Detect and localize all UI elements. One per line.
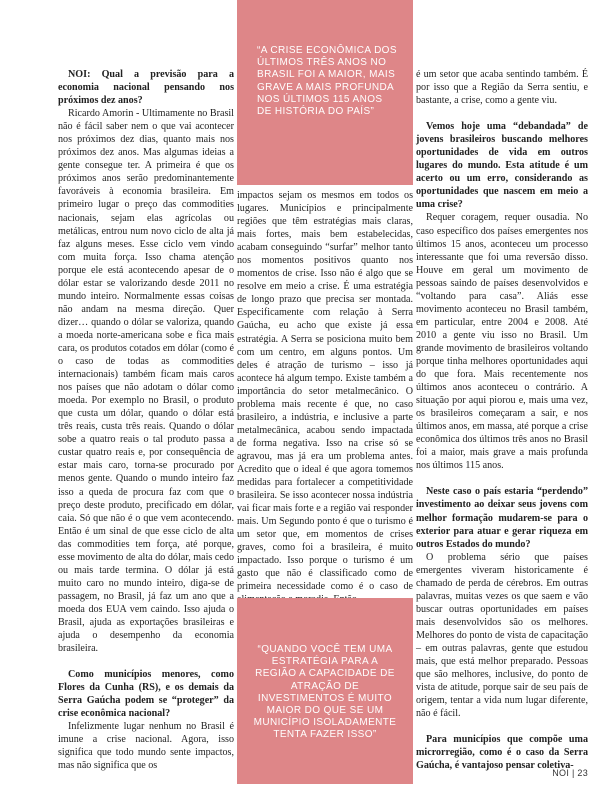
answer-2-end: é um setor que acaba sentindo também. É por isso que a Região da Serra sentiu, e bastante, a crise, como a gente viu. bbox=[416, 69, 588, 107]
answer-1: Ricardo Amorin - Ultimamente no Brasil não é fácil saber nem o que vai acontecer nos próximos dez dias, quanto mais nos próximos dez anos. Mas algumas ideias a gente consegue ter. A primeira é que os próximos anos serão predominantemente favoráveis à economia brasileira. Em primeiro lugar o preço das commodities nacionais, sejam elas agrícolas ou metálicas, entrou num novo ciclo de alta já faz alguns meses. Esse ciclo vem vindo com muita força. Isso chama atenção porque ele está acontecendo apesar de o dólar estar se valorizando desde 2011 no mundo inteiro. Normalmente essas coisas não andam na mesma direção. Quer dizer… quando o dólar se valoriza, quando a moeda norte-americana sobe e fica mais cara, os produtos cotados em dólar (como é o caso de todas as commodities internacionais) também ficam mais caros nos países que não adotam o dólar como moeda. Por exemplo no Brasil, o produto que custa um dólar, quando o dólar está três reais, custa três reais. Quando o dólar sobe a quatro reais o tal produto passa a custar quatro reais e, por consequência de estar mais caro, torna-se procurado por menos gente. Quando o mundo inteiro faz isso a queda de procura faz com que o preço deste produto, precificado em dólar, caia. Só que não é o que vem acontecendo. Então é um sinal de que esse ciclo de alta das commodities tem força, até porque, esse movimento de alta do dólar, mais cedo ou mais tarde termina. O dólar já está muito caro no mundo inteiro, diga-se de passagem, no Brasil, já faz um ano que a moeda dos EUA vem caindo. Isso ajuda o Brasil, ajuda as exportações brasileiras e ajuda o desempenho da economia brasileira. bbox=[58, 108, 234, 655]
question-1: NOI: Qual a previsão para a economia nacional pensando nos próximos dez anos? bbox=[58, 69, 234, 107]
question-3: Vemos hoje uma “debandada” de jovens brasileiros buscando melhores oportunidades de vida em outros lugares do mundo. Esta atitude é um acerto ou um erro, considerando as oportunidades que nascem em meio a uma crise? bbox=[416, 121, 588, 211]
question-2: Como municípios menores, como Flores da Cunha (RS), e os demais da Serra Gaúcha podem se “proteger” da crise econômica nacional? bbox=[58, 669, 234, 720]
pullquote-bottom-text: “QUANDO VOCÊ TEM UMA ESTRATÉGIA PARA A REGIÃO A CAPACIDADE DE ATRAÇÃO DE INVESTIMENTOS É MUITO MAIOR DO QUE SE UM MUNICÍPIO ISOLADAMENTE TENTA FAZER ISSO” bbox=[253, 644, 397, 741]
answer-3: Requer coragem, requer ousadia. No caso específico dos países emergentes nos últimos 15 anos, aconteceu um processo interessante que foi uma reversão disso. Houve em geral um movimento de pessoas saindo de países desenvolvidos e “voltando para casa”. Aliás esse movimento aconteceu no Brasil também, em particular, entre 2004 e 2008. Até 2010 a gente viu isso no Brasil. Um grande movimento de brasileiros voltando porque tinha melhores oportunidades aqui do que fora. Mais recentemente nos últimos anos aconteceu o contrário. A situação por aqui piorou e, mais uma vez, os brasileiros começaram a sair, e nos últimos anos, em massa, até porque a crise econômica dos últimos três anos no Brasil foi a maior, mais grave a mais profunda nos últimos 115 anos. bbox=[416, 212, 588, 472]
answer-4: O problema sério que países emergentes viveram historicamente é chamado de perda de cérebros. Em outras palavras, muitas vezes os que saem e vão buscar outras oportunidades em países mais desenvolvidos são os melhores. Melhores do ponto de vista de capacitação – em outras palavras, gente que estudou mais, que está melhor preparado. Pessoas que são melhores, inclusive, do ponto de vista de atitude, porque sair de seu país de origem, tentar a vida num lugar diferente, não é fácil. bbox=[416, 551, 588, 720]
column-1 bbox=[58, 68, 234, 772]
pullquote-top-text: “A CRISE ECONÔMICA DOS ÚLTIMOS TRÊS ANOS NO BRASIL FOI A MAIOR, MAIS GRAVE A MAIS PROFUNDA NOS ÚLTIMOS 115 ANOS DE HISTÓRIA DO PAÍS” bbox=[257, 45, 397, 118]
column-3 bbox=[416, 68, 588, 772]
answer-2-start: Infelizmente lugar nenhum no Brasil é imune a crise nacional. Agora, isso significa que todo mundo sente impactos, mas não significa que os bbox=[58, 721, 234, 772]
page-number: NOI | 23 bbox=[552, 768, 588, 778]
pullquote-bottom bbox=[237, 598, 413, 784]
pullquote-top bbox=[237, 0, 413, 185]
question-5: Para municípios que compõe uma microrregião, como é o caso da Serra Gaúcha, é vantajoso pensar coletiva- bbox=[416, 734, 588, 772]
column-2 bbox=[237, 189, 413, 607]
answer-2-continued: impactos sejam os mesmos em todos os lugares. Municípios e principalmente regiões que têm estratégias mais claras, mais fortes, mais bem estabelecidas, acabam conseguindo “surfar” melhor tanto nos momentos positivos quanto nos momentos de crise. Isso não é algo que se resolve em meio a crise. É uma estratégia de longo prazo que precisa ser montada. Especificamente com relação à Serra Gaúcha, eu acho que existe já essa estratégia. A Serra se posiciona muito bem com um centro, em alguns pontos. Um deles é atração de turismo – isso já acontece há algum tempo. Existe também a importância do setor metalmecânico. O problema mais recente é que, no caso brasileiro, a indústria, e inclusive a parte metalmecânica, acabou sendo impactada de forma negativa. Isso na crise só se agravou, mas já era um problema antes. Acredito que o ideal é que agora tomemos medidas para fortalecer a competitividade brasileira. Se isso acontecer nossa indústria vai ficar mais forte e a região vai responder mais. Um Segundo ponto é que o turismo é um setor que, em momentos de crises graves, como foi a brasileira, é muito impactado. Isso porque o turismo é um gasto que não é classificado como de primeira necessidade como é o caso de bbox=[237, 190, 413, 593]
question-4: Neste caso o país estaria “perdendo” investimento ao deixar seus jovens com melhor formação mudarem-se para o exterior para atuar e gerar riqueza em outros Estados do mundo? bbox=[416, 486, 588, 550]
